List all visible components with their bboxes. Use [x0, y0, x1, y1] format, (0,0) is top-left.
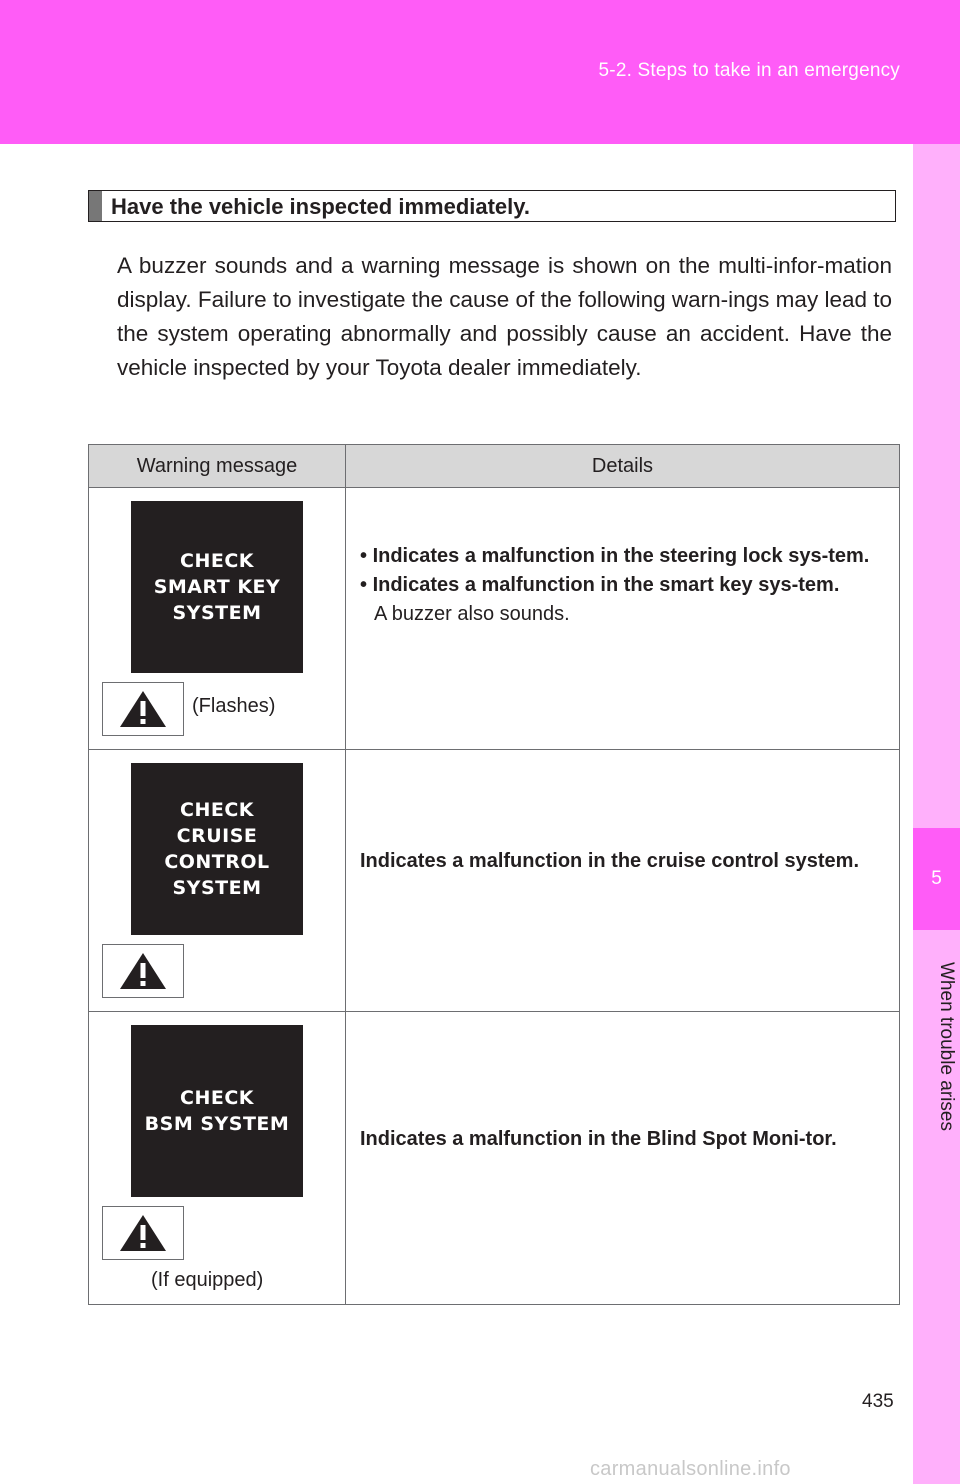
screen-line: SYSTEM: [172, 602, 262, 624]
flashes-note: (Flashes): [192, 695, 276, 717]
header-details: Details: [346, 445, 899, 488]
table-row: [89, 488, 899, 750]
details-cell: [346, 750, 899, 1011]
section-breadcrumb: 5-2. Steps to take in an emergency: [598, 60, 900, 81]
warning-icon-box: [102, 682, 184, 736]
warning-triangle-icon: [119, 1214, 167, 1252]
screen-line: BSM SYSTEM: [144, 1113, 290, 1135]
screen-line: CHECK: [180, 1087, 254, 1109]
warning-icon-box: [102, 1206, 184, 1260]
warning-triangle-icon: [119, 690, 167, 728]
screen-line: SYSTEM: [172, 877, 262, 899]
detail-bullet: • Indicates a malfunction in the smart key sys-tem.: [360, 574, 840, 596]
detail-extra: A buzzer also sounds.: [374, 603, 570, 625]
screen-line: CONTROL: [164, 851, 270, 873]
warning-message-cell: [89, 1012, 346, 1304]
chapter-number: 5: [913, 828, 960, 930]
chapter-label: When trouble arises: [936, 961, 957, 1131]
warning-table: [88, 444, 900, 1305]
page-header: [0, 0, 960, 144]
screen-line: SMART KEY: [153, 576, 281, 598]
section-heading: [88, 190, 896, 222]
display-screen: [131, 763, 303, 935]
detail-text: Indicates a malfunction in the cruise control system.: [360, 850, 860, 872]
section-heading-text: Have the vehicle inspected immediately.: [111, 194, 530, 219]
screen-line: CHECK: [180, 799, 254, 821]
intro-paragraph: A buzzer sounds and a warning message is shown on the multi-infor-mation display. Failure to investigate the cause of the following warn-ings may lead to the system operating abnormally and possibly cause an accident. Have the vehicle inspected by your Toyota dealer immediately.: [117, 253, 892, 380]
warning-message-cell: [89, 750, 346, 1011]
warning-triangle-icon: [119, 952, 167, 990]
display-screen: [131, 1025, 303, 1197]
page-number: 435: [862, 1391, 894, 1412]
if-equipped-note: (If equipped): [151, 1269, 264, 1291]
display-screen: [131, 501, 303, 673]
footer-watermark: carmanualsonline.info: [590, 1458, 791, 1480]
screen-line: CHECK: [180, 550, 254, 572]
warning-icon-box: [102, 944, 184, 998]
heading-bar: [89, 191, 102, 221]
table-row: [89, 750, 899, 1012]
detail-bullet: • Indicates a malfunction in the steering lock sys-tem.: [360, 545, 870, 567]
details-cell: [346, 488, 899, 749]
warning-message-cell: [89, 488, 346, 749]
side-chapter-tab: [913, 144, 960, 1484]
details-text: [360, 542, 895, 629]
table-row: [89, 1012, 899, 1304]
detail-text: Indicates a malfunction in the Blind Spot Moni-tor.: [360, 1128, 837, 1150]
screen-line: CRUISE: [176, 825, 258, 847]
header-warning-message: Warning message: [89, 445, 346, 488]
details-cell: [346, 1012, 899, 1304]
